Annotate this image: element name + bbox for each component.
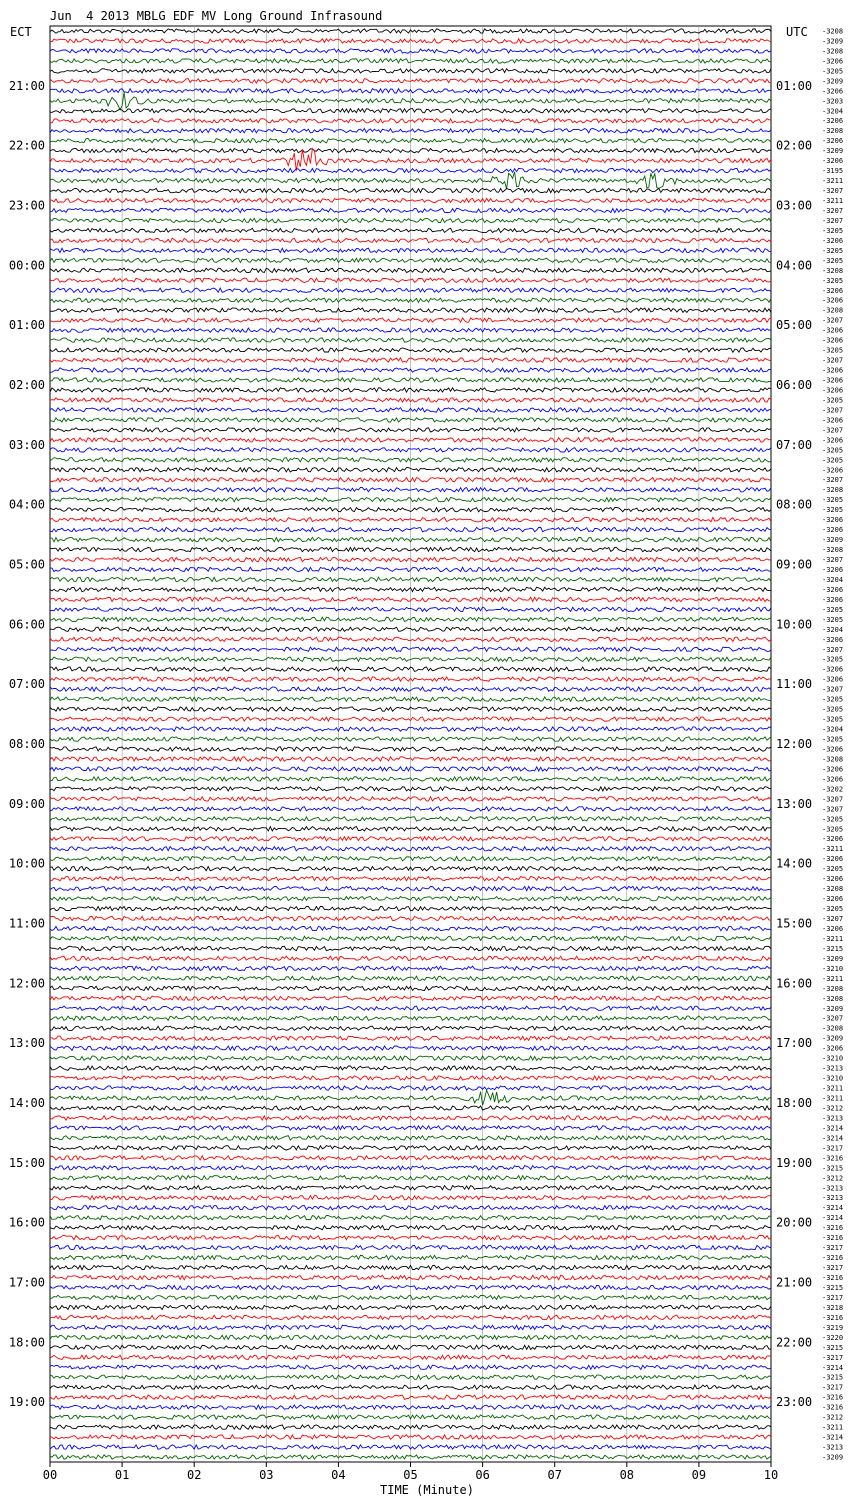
trace-offset-label: -3219: [822, 1323, 844, 1332]
right-hour-label: 20:00: [776, 1215, 813, 1230]
left-hour-label: 08:00: [8, 737, 45, 751]
x-tick-label: 00: [42, 1468, 58, 1482]
trace-offset-label: -3218: [822, 1303, 844, 1312]
left-hour-label: 02:00: [8, 378, 45, 392]
trace-offset-label: -3206: [822, 855, 844, 864]
trace-offset-label: -3211: [822, 934, 844, 943]
right-hour-label: 10:00: [776, 617, 813, 632]
trace-offset-label: -3205: [822, 67, 844, 76]
trace-offset-label: -3209: [822, 37, 844, 46]
trace-offset-label: -3205: [822, 735, 844, 744]
right-hour-label: 11:00: [776, 677, 813, 692]
right-hour-label: 21:00: [776, 1275, 813, 1290]
trace-offset-label: -3205: [822, 815, 844, 824]
trace-offset-label: -3216: [822, 1254, 844, 1263]
trace-offset-label: -3205: [822, 865, 844, 874]
trace-offset-label: -3216: [822, 1234, 844, 1243]
trace-offset-label: -3205: [822, 705, 844, 714]
trace-offset-label: -3213: [822, 1184, 844, 1193]
right-hour-label: 15:00: [776, 916, 813, 931]
x-tick-label: 02: [186, 1468, 202, 1482]
trace-offset-label: -3207: [822, 406, 844, 415]
trace-offset-label: -3212: [822, 1174, 844, 1183]
trace-offset-label: -3206: [822, 595, 844, 604]
trace-offset-label: -3208: [822, 885, 844, 894]
trace-offset-label: -3217: [822, 1353, 844, 1362]
chart-title: Jun 4 2013 MBLG EDF MV Long Ground Infrasound: [50, 9, 383, 23]
trace-offset-label: -3207: [822, 187, 844, 196]
trace-offset-label: -3206: [822, 326, 844, 335]
trace-offset-label: -3203: [822, 97, 844, 106]
x-axis-label: TIME (Minute): [380, 1483, 474, 1497]
trace-offset-label: -3207: [822, 206, 844, 215]
trace-offset-label: -3205: [822, 446, 844, 455]
left-hour-label: 12:00: [8, 976, 45, 991]
trace-offset-label: -3216: [822, 1313, 844, 1322]
trace-offset-label: -3209: [822, 1034, 844, 1043]
trace-offset-label: -3205: [822, 615, 844, 624]
trace-offset-label: -3206: [822, 87, 844, 96]
trace-offset-label: -3205: [822, 605, 844, 614]
trace-offset-label: -3216: [822, 1274, 844, 1283]
left-hour-label: 06:00: [8, 617, 45, 632]
trace-offset-label: -3209: [822, 1453, 844, 1462]
trace-offset-label: -3208: [822, 1024, 844, 1033]
right-hour-label: 13:00: [776, 796, 813, 811]
left-hour-label: 10:00: [8, 856, 45, 871]
trace-offset-label: -3215: [822, 1373, 844, 1382]
trace-offset-label: -3215: [822, 1164, 844, 1173]
trace-offset-label: -3206: [822, 286, 844, 295]
trace-offset-label: -3208: [822, 127, 844, 136]
trace-offset-label: -3206: [822, 924, 844, 933]
right-hour-labels: [776, 79, 812, 1409]
right-hour-label: 06:00: [776, 378, 813, 392]
x-tick-labels: [43, 1462, 778, 1482]
trace-offset-label: -3217: [822, 1383, 844, 1392]
trace-offset-label: -3206: [822, 675, 844, 684]
trace-offset-label: -3206: [822, 376, 844, 385]
trace-offset-label: -3209: [822, 536, 844, 545]
trace-offset-label: -3213: [822, 1114, 844, 1123]
trace-offset-label: -3205: [822, 506, 844, 515]
left-hour-label: 19:00: [8, 1395, 45, 1410]
trace-offset-label: -3206: [822, 585, 844, 594]
trace-offset-label: -3212: [822, 1104, 844, 1113]
trace-offset-label: -3206: [822, 336, 844, 345]
x-tick-label: 08: [619, 1468, 635, 1482]
right-hour-label: 04:00: [776, 258, 813, 273]
minute-gridlines: [122, 26, 699, 1462]
trace-offset-label: -3206: [822, 665, 844, 674]
trace-offset-label: -3205: [822, 346, 844, 355]
trace-offset-label: -3205: [822, 496, 844, 505]
trace-offset-label: -3206: [822, 236, 844, 245]
trace-offset-label: -3207: [822, 795, 844, 804]
left-hour-label: 11:00: [8, 916, 45, 931]
trace-offset-label: -3206: [822, 117, 844, 126]
right-hour-label: 14:00: [776, 856, 813, 871]
trace-offset-label: -3205: [822, 456, 844, 465]
trace-offset-label: -3205: [822, 276, 844, 285]
trace-offset-label: -3217: [822, 1244, 844, 1253]
trace-offset-label: -3205: [822, 715, 844, 724]
trace-offset-label: -3207: [822, 476, 844, 485]
right-hour-label: 07:00: [776, 437, 813, 452]
right-hour-label: 01:00: [776, 78, 813, 93]
trace-offset-label: -3214: [822, 1124, 844, 1133]
trace-offset-label: -3206: [822, 416, 844, 425]
trace-offset-label: -3215: [822, 1283, 844, 1292]
trace-offset-label: -3204: [822, 625, 844, 634]
left-hour-label: 00:00: [8, 258, 45, 273]
left-hour-label: 05:00: [8, 557, 45, 572]
trace-offset-label: -3214: [822, 1214, 844, 1223]
trace-offset-label: -3217: [822, 1144, 844, 1153]
trace-offset-label: -3206: [822, 765, 844, 774]
trace-offset-label: -3207: [822, 685, 844, 694]
trace-offset-label: -3207: [822, 356, 844, 365]
trace-offset-label: -3208: [822, 546, 844, 555]
trace-offset-label: -3206: [822, 386, 844, 395]
trace-offset-label: -3205: [822, 695, 844, 704]
right-hour-label: 22:00: [776, 1335, 813, 1350]
trace-offset-label: -3207: [822, 805, 844, 814]
trace-offset-label: -3217: [822, 1264, 844, 1273]
left-hour-label: 16:00: [8, 1215, 45, 1230]
right-hour-label: 02:00: [776, 138, 813, 153]
right-hour-label: 12:00: [776, 737, 813, 751]
trace-offset-label: -3214: [822, 1204, 844, 1213]
trace-offset-label: -3209: [822, 954, 844, 963]
right-hour-label: 23:00: [776, 1395, 813, 1410]
trace-offset-label: -3207: [822, 915, 844, 924]
trace-offset-label: -3206: [822, 895, 844, 904]
trace-offset-label: -3207: [822, 556, 844, 565]
x-tick-label: 01: [114, 1468, 130, 1482]
left-hour-label: 23:00: [8, 198, 45, 213]
trace-offset-label: -3206: [822, 516, 844, 525]
trace-offset-label: -3207: [822, 216, 844, 225]
trace-offset-label: -3213: [822, 1064, 844, 1073]
trace-offset-label: -3204: [822, 575, 844, 584]
trace-offset-label: -3208: [822, 47, 844, 56]
right-hour-label: 05:00: [776, 318, 813, 333]
left-hour-label: 15:00: [8, 1155, 45, 1170]
trace-offset-label: -3210: [822, 1054, 844, 1063]
left-hour-label: 22:00: [8, 138, 45, 153]
trace-offset-label: -3209: [822, 1004, 844, 1013]
trace-offset-label: -3208: [822, 306, 844, 315]
trace-offset-label: -3217: [822, 1293, 844, 1302]
trace-offset-label: -3207: [822, 426, 844, 435]
trace-offset-label: -3211: [822, 197, 844, 206]
left-hour-label: 03:00: [8, 437, 45, 452]
trace-offset-label: -3205: [822, 396, 844, 405]
x-tick-label: 10: [763, 1468, 779, 1482]
left-hour-label: 01:00: [8, 318, 45, 333]
x-tick-label: 03: [259, 1468, 274, 1482]
right-hour-label: 18:00: [776, 1096, 813, 1110]
trace-offset-label: -3206: [822, 466, 844, 475]
trace-offset-label: -3209: [822, 77, 844, 86]
trace-offset-label: -3220: [822, 1333, 844, 1342]
trace-offset-label: -3208: [822, 266, 844, 275]
trace-offset-label: -3208: [822, 486, 844, 495]
trace-offset-label: -3206: [822, 835, 844, 844]
left-hour-label: 09:00: [8, 796, 45, 811]
trace-offset-labels: [822, 27, 843, 1461]
trace-offset-label: -3204: [822, 725, 844, 734]
trace-offset-label: -3206: [822, 157, 844, 166]
trace-offset-label: -3206: [822, 296, 844, 305]
right-hour-label: 08:00: [776, 497, 813, 512]
trace-offset-label: -3210: [822, 964, 844, 973]
x-tick-label: 04: [331, 1468, 346, 1482]
right-timezone-label: UTC: [786, 25, 808, 39]
right-hour-label: 16:00: [776, 976, 813, 991]
trace-offset-label: -3206: [822, 526, 844, 535]
left-hour-labels: [9, 79, 45, 1409]
trace-offset-label: -3213: [822, 1194, 844, 1203]
trace-offset-label: -3211: [822, 1423, 844, 1432]
trace-offset-label: -3206: [822, 1044, 844, 1053]
trace-offset-label: -3216: [822, 1403, 844, 1412]
trace-offset-label: -3213: [822, 1443, 844, 1452]
trace-offset-label: -3208: [822, 27, 844, 36]
trace-offset-label: -3206: [822, 745, 844, 754]
right-hour-label: 09:00: [776, 557, 813, 572]
trace-offset-label: -3205: [822, 256, 844, 265]
trace-offset-label: -3206: [822, 436, 844, 445]
trace-offset-label: -3216: [822, 1154, 844, 1163]
trace-offset-label: -3206: [822, 775, 844, 784]
trace-offset-label: -3215: [822, 944, 844, 953]
trace-offset-label: -3211: [822, 1084, 844, 1093]
trace-offset-label: -3206: [822, 565, 844, 574]
left-hour-label: 07:00: [8, 677, 45, 692]
trace-offset-label: -3205: [822, 905, 844, 914]
trace-offset-label: -3211: [822, 177, 844, 186]
trace-offset-label: -3205: [822, 226, 844, 235]
trace-offset-label: -3195: [822, 167, 844, 176]
trace-offset-label: -3214: [822, 1433, 844, 1442]
trace-offset-label: -3215: [822, 1343, 844, 1352]
trace-offset-label: -3214: [822, 1134, 844, 1143]
left-hour-label: 18:00: [8, 1335, 45, 1350]
trace-offset-label: -3210: [822, 1074, 844, 1083]
right-hour-label: 17:00: [776, 1036, 813, 1051]
trace-offset-label: -3202: [822, 785, 844, 794]
left-hour-label: 17:00: [8, 1275, 45, 1290]
trace-offset-label: -3206: [822, 366, 844, 375]
trace-offset-label: -3205: [822, 246, 844, 255]
trace-offset-label: -3205: [822, 825, 844, 834]
x-tick-label: 05: [403, 1468, 418, 1482]
trace-offset-label: -3211: [822, 974, 844, 983]
x-tick-label: 07: [547, 1468, 562, 1482]
x-tick-label: 09: [691, 1468, 707, 1482]
trace-offset-label: -3207: [822, 316, 844, 325]
left-hour-label: 13:00: [8, 1036, 45, 1051]
trace-offset-label: -3207: [822, 1014, 844, 1023]
left-hour-label: 04:00: [8, 497, 45, 512]
x-tick-label: 06: [475, 1468, 490, 1482]
left-timezone-label: ECT: [10, 25, 32, 39]
trace-offset-label: -3211: [822, 1094, 844, 1103]
right-hour-label: 03:00: [776, 198, 813, 213]
trace-offset-label: -3211: [822, 845, 844, 854]
trace-offset-label: -3206: [822, 137, 844, 146]
trace-offset-label: -3205: [822, 655, 844, 664]
trace-offset-label: -3206: [822, 875, 844, 884]
trace-offset-label: -3212: [822, 1413, 844, 1422]
trace-offset-label: -3209: [822, 147, 844, 156]
left-hour-label: 14:00: [8, 1096, 45, 1110]
trace-offset-label: -3216: [822, 1393, 844, 1402]
trace-offset-label: -3216: [822, 1224, 844, 1233]
trace-offset-label: -3208: [822, 984, 844, 993]
right-hour-label: 19:00: [776, 1155, 813, 1170]
trace-offset-label: -3204: [822, 107, 844, 116]
trace-offset-label: -3208: [822, 755, 844, 764]
trace-offset-label: -3207: [822, 645, 844, 654]
trace-offset-label: -3214: [822, 1363, 844, 1372]
trace-offset-label: -3208: [822, 994, 844, 1003]
trace-offset-label: -3206: [822, 635, 844, 644]
left-hour-label: 21:00: [8, 78, 45, 93]
trace-offset-label: -3206: [822, 57, 844, 66]
